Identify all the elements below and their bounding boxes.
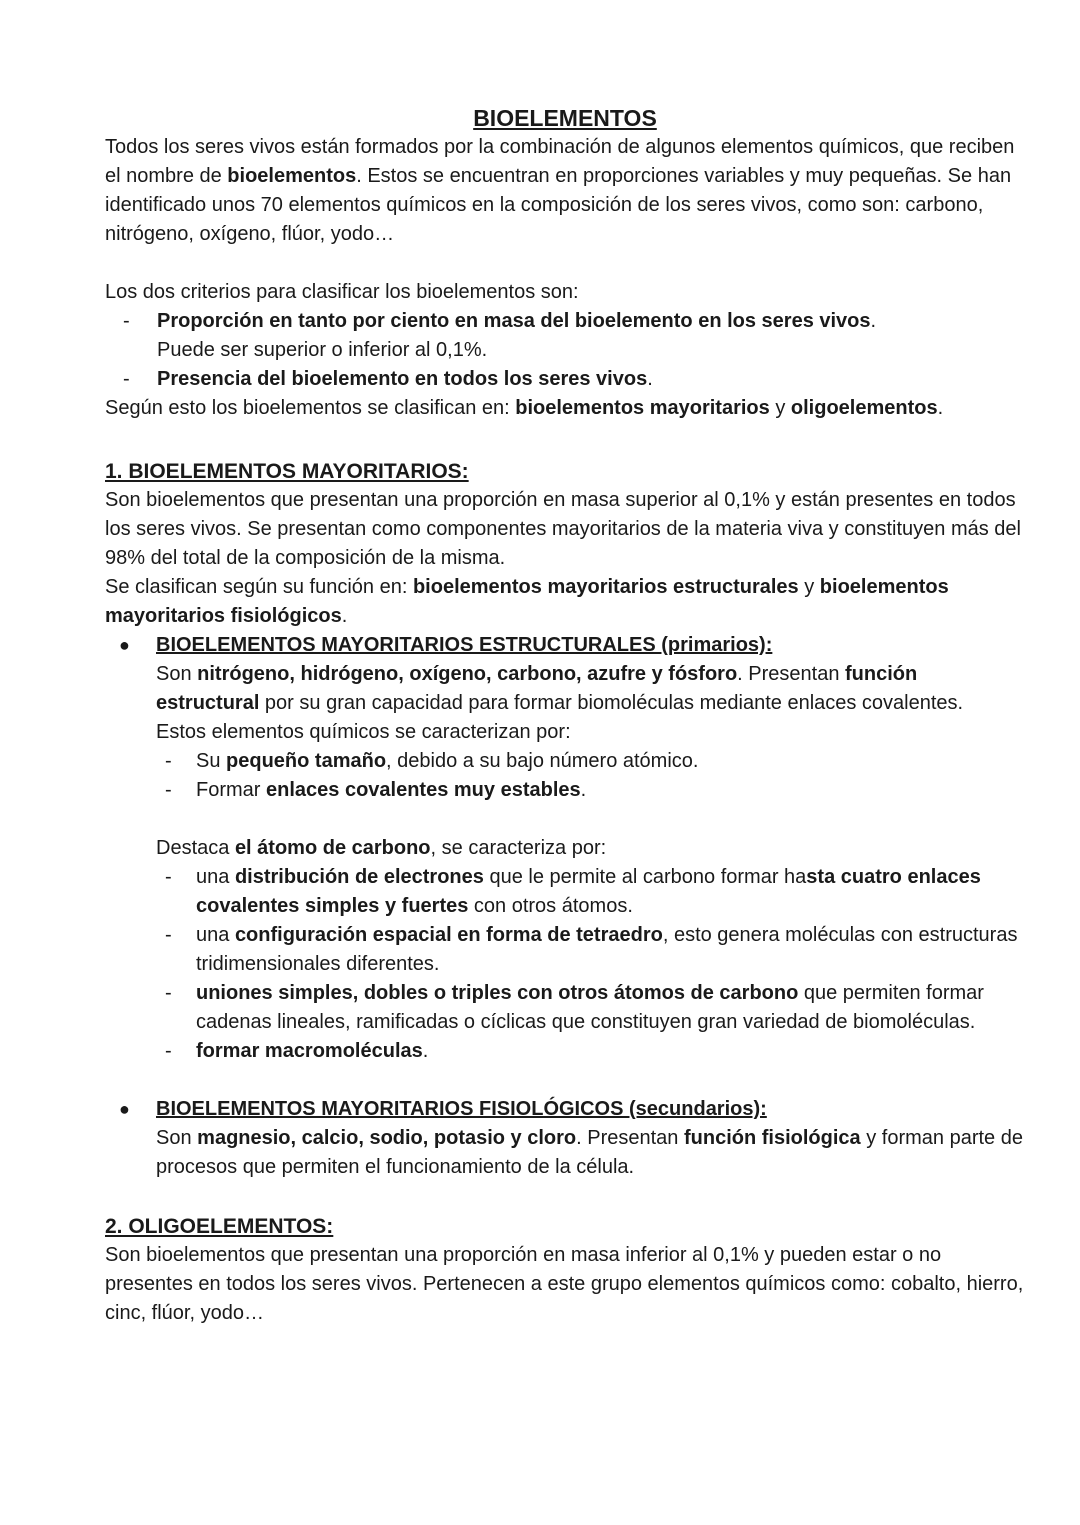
- text: .: [937, 397, 944, 419]
- text: .: [580, 779, 587, 801]
- carbon-lead: [105, 834, 1025, 863]
- bullet-icon: ●: [119, 635, 130, 655]
- page-title: BIOELEMENTOS: [473, 105, 657, 131]
- text: Puede ser superior o inferior al 0,1%.: [157, 339, 488, 361]
- list-item: [105, 307, 1025, 365]
- text: .: [647, 368, 653, 390]
- criteria-list: [105, 307, 1025, 394]
- text-bold: formar macromoléculas: [196, 1040, 423, 1062]
- estructurales-paragraph: [156, 660, 1025, 718]
- section1-classification: [105, 573, 1025, 631]
- list-item: [105, 747, 1025, 776]
- text: , debido a su bajo número atómico.: [386, 750, 699, 772]
- criteria-lead: Los dos criterios para clasificar los bioelementos son:: [105, 281, 579, 303]
- text: Son: [156, 663, 198, 685]
- text: una: [196, 866, 235, 888]
- text: . Estos se encuentran en proporciones variables y muy pequeñas. Se han identificado unos 70 elementos químicos en la composición de los seres vivos, como son: carbono, nitrógeno, oxígeno, flúor, yodo…: [105, 165, 1012, 245]
- list-item: [105, 863, 1025, 921]
- text: , esto genera moléculas con estructuras tridimensionales diferentes.: [196, 924, 1018, 975]
- text: . Presentan: [576, 1127, 684, 1149]
- text: Se clasifican según su función en:: [105, 576, 413, 598]
- section-heading-mayoritarios: 1. BIOELEMENTOS MAYORITARIOS:: [105, 460, 469, 483]
- text-bold: pequeño tamaño: [226, 750, 387, 772]
- text: Según esto los bioelementos se clasifican en:: [105, 397, 516, 419]
- text: .: [422, 1040, 429, 1062]
- subheading-estructurales: BIOELEMENTOS MAYORITARIOS ESTRUCTURALES (primarios):: [156, 634, 773, 656]
- text-bold: enlaces covalentes muy estables: [266, 779, 581, 801]
- text: Formar: [196, 779, 266, 801]
- list-item: [105, 776, 1025, 805]
- text: que le permite al carbono formar ha: [483, 866, 807, 888]
- text-bold: oligoelementos: [790, 397, 938, 419]
- section2-paragraph: Son bioelementos que presentan una proporción en masa inferior al 0,1% y pueden estar o no presentes en todos los seres vivos. Pertenecen a este grupo elementos químicos como: cobalto, hierro, cinc, flúor, yodo…: [105, 1244, 1024, 1324]
- text: por su gran capacidad para formar biomoléculas mediante enlaces covalentes.: [259, 692, 964, 714]
- text-bold: nitrógeno, hidrógeno, oxígeno, carbono, azufre y fósforo: [197, 663, 738, 685]
- dash-icon: -: [123, 310, 130, 332]
- text-bold: bioelementos mayoritarios estructurales: [412, 576, 799, 598]
- bullet-fisiologicos: [105, 1095, 1025, 1182]
- text-bold: bioelementos mayoritarios fisiológicos: [105, 576, 949, 627]
- text-bold: distribución de electrones: [234, 866, 484, 888]
- text-bold: Presencia del bioelemento en todos los seres vivos: [157, 368, 648, 390]
- bullet-icon: ●: [119, 1099, 130, 1119]
- list-item: [105, 365, 1025, 394]
- text: una: [196, 924, 235, 946]
- text-bold: magnesio, calcio, sodio, potasio y cloro: [197, 1127, 577, 1149]
- dash-icon: -: [165, 1040, 172, 1062]
- dash-icon: -: [123, 368, 130, 390]
- text-bold: función fisiológica: [683, 1127, 861, 1149]
- fisiologicos-paragraph: [156, 1124, 1025, 1182]
- list-item: [105, 1037, 1025, 1066]
- document-page: [105, 103, 1025, 1328]
- text: , se caracteriza por:: [430, 837, 607, 859]
- dash-icon: -: [165, 750, 172, 772]
- estructurales-list: [105, 747, 1025, 805]
- intro-paragraph: [105, 133, 1025, 249]
- text-bold: Proporción en tanto por ciento en masa del bioelemento en los seres vivos: [157, 310, 871, 332]
- dash-icon: -: [165, 779, 172, 801]
- list-item: [105, 979, 1025, 1037]
- text-bold: bioelementos: [227, 165, 357, 187]
- dash-icon: -: [165, 866, 172, 888]
- text: . Presentan: [737, 663, 846, 685]
- carbon-list: [105, 863, 1025, 1066]
- section-heading-oligoelementos: 2. OLIGOELEMENTOS:: [105, 1215, 334, 1238]
- text: y: [798, 576, 820, 598]
- text: Todos los seres vivos están formados por la combinación de algunos elementos químicos, que reciben el nombre de: [105, 136, 1015, 187]
- text: .: [870, 310, 877, 332]
- estructurales-lead: Estos elementos químicos se caracterizan por:: [156, 721, 571, 743]
- subheading-fisiologicos: BIOELEMENTOS MAYORITARIOS FISIOLÓGICOS (secundarios):: [156, 1098, 767, 1120]
- text-bold: función estructural: [156, 663, 918, 714]
- text-bold: configuración espacial en forma de tetraedro: [234, 924, 663, 946]
- criteria-summary: [105, 394, 1025, 423]
- text: que permiten formar cadenas lineales, ramificadas o cíclicas que constituyen gran variedad de biomoléculas.: [196, 982, 984, 1033]
- text: Son: [156, 1127, 198, 1149]
- text: Destaca: [156, 837, 235, 859]
- text: y forman parte de procesos que permiten el funcionamiento de la célula.: [156, 1127, 1023, 1178]
- section1-paragraph: Son bioelementos que presentan una proporción en masa superior al 0,1% y están presentes en todos los seres vivos. Se presentan como componentes mayoritarios de la materia viva y constituyen más del 98% del total de la composición de la misma.: [105, 489, 1021, 569]
- text-bold: el átomo de carbono: [234, 837, 431, 859]
- text-bold: uniones simples, dobles o triples con otros átomos de carbono: [196, 982, 799, 1004]
- text: Su: [196, 750, 227, 772]
- bullet-estructurales: [105, 631, 1025, 747]
- text-bold: bioelementos mayoritarios: [515, 397, 770, 419]
- text: y: [769, 397, 791, 419]
- text-bold: sta cuatro enlaces covalentes simples y fuertes: [196, 866, 981, 917]
- text: .: [341, 605, 348, 627]
- text: con otros átomos.: [468, 895, 633, 917]
- dash-icon: -: [165, 982, 172, 1004]
- dash-icon: -: [165, 924, 172, 946]
- list-item: [105, 921, 1025, 979]
